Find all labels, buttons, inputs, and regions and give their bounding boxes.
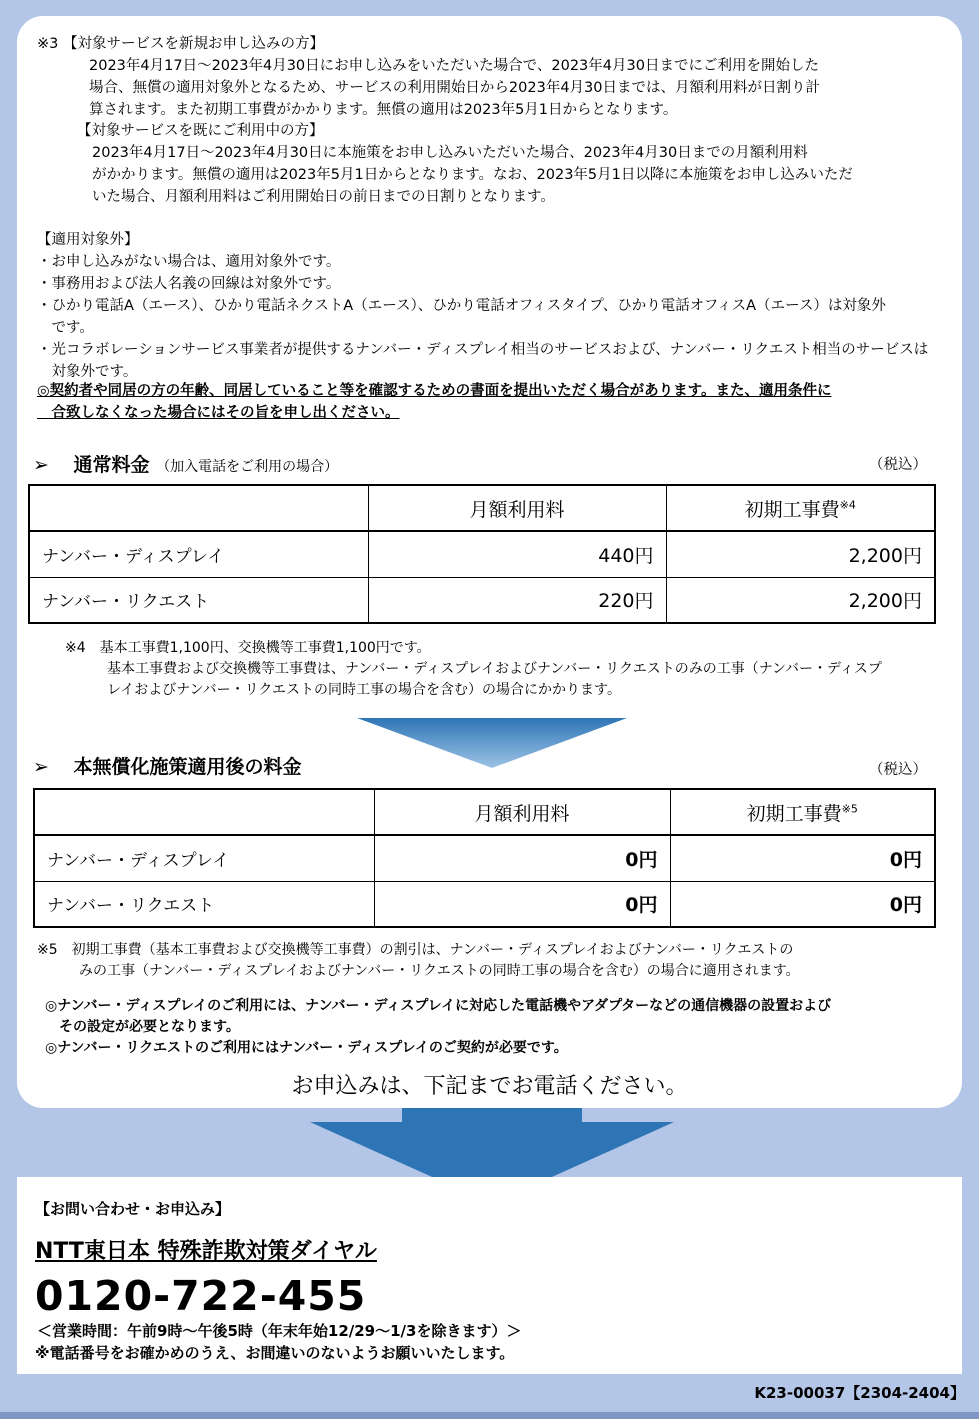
free-fee-table	[33, 788, 936, 928]
header-initial-mark: ※4	[839, 498, 856, 512]
table-row	[29, 531, 935, 577]
service-name: ナンバー・リクエスト	[29, 577, 368, 623]
business-hours: ＜営業時間：午前9時～午後5時（年末年始12/29～1/3を除きます）＞	[37, 1322, 522, 1340]
down-arrow-icon	[357, 718, 627, 768]
exclusion-item: ・光コラボレーションサービス事業者が提供するナンバー・ディスプレイ相当のサービスおよび、ナンバー・リクエスト相当のサービスは	[37, 342, 929, 358]
header-initial-label: 初期工事費	[746, 802, 842, 825]
initial-fee: 0円	[670, 881, 935, 927]
table-row	[34, 881, 935, 927]
free-fee-tax-label: （税込）	[869, 762, 927, 778]
note5-line: ※5 初期工事費（基本工事費および交換機等工事費）の割引は、ナンバー・ディスプレイおよびナンバー・リクエストの	[37, 942, 794, 958]
monthly-fee: 0円	[374, 881, 670, 927]
exclusion-item: 対象外です。	[37, 364, 138, 380]
existing-line: いた場合、月額利用料はご利用開始日の前日までの日割りとなります。	[92, 189, 555, 205]
equipment-note-line: ◎ナンバー・リクエストのご利用にはナンバー・ディスプレイのご契約が必要です。	[45, 1040, 568, 1056]
table-row	[29, 577, 935, 623]
contact-heading: 【お問い合わせ・お申込み】	[35, 1200, 231, 1218]
header-monthly: 月額利用料	[368, 485, 666, 531]
normal-fee-title: 通常料金	[73, 454, 150, 476]
arrow-bullet-icon: ➢	[33, 454, 49, 476]
note5-line: みの工事（ナンバー・ディスプレイおよびナンバー・リクエストの同時工事の場合を含む）の場合に適用されます。	[37, 963, 800, 979]
monthly-fee: 440円	[368, 531, 666, 577]
header-initial	[670, 789, 935, 835]
note4	[65, 638, 882, 701]
exclusions-list	[37, 251, 928, 383]
table-header-row	[29, 485, 935, 531]
contact-name: NTT東日本 特殊詐欺対策ダイヤル	[35, 1239, 377, 1264]
header-blank	[34, 789, 374, 835]
normal-fee-table	[28, 484, 936, 624]
call-instruction: お申込みは、下記までお電話ください。	[291, 1074, 688, 1099]
equipment-note-line: その設定が必要となります。	[45, 1019, 240, 1035]
phone-number[interactable]: 0120-722-455	[35, 1272, 367, 1320]
monthly-fee: 220円	[368, 577, 666, 623]
equipment-note-line: ◎ナンバー・ディスプレイのご利用には、ナンバー・ディスプレイに対応した電話機やアダプターなどの通信機器の設置および	[45, 998, 832, 1014]
header-initial-mark: ※5	[841, 802, 858, 816]
header-blank	[29, 485, 368, 531]
note3-line: 算されます。また初期工事費がかかります。無償の適用は2023年5月1日からとなります。	[89, 102, 678, 118]
note3-line: 2023年4月17日～2023年4月30日にお申し込みをいただいた場合で、2023年4月30日までにご利用を開始した	[89, 58, 819, 74]
note3-line: 場合、無償の適用対象外となるため、サービスの利用開始日から2023年4月30日までは、月額利用料が日割り計	[89, 80, 820, 96]
note4-line: ※4 基本工事費1,100円、交換機等工事費1,100円です。	[65, 640, 431, 656]
header-initial	[666, 485, 935, 531]
table-header-row	[34, 789, 935, 835]
bottom-bar	[0, 1412, 979, 1419]
existing-line: 2023年4月17日～2023年4月30日に本施策をお申し込みいただいた場合、2023年4月30日までの月額利用料	[92, 145, 808, 161]
existing-heading: 【対象サービスを既にご利用中の方】	[77, 123, 324, 139]
initial-fee: 2,200円	[666, 577, 935, 623]
exclusion-item: ・お申し込みがない場合は、適用対象外です。	[37, 254, 341, 270]
normal-fee-subtitle: （加入電話をご利用の場合）	[156, 459, 339, 475]
exclusion-item: ・事務用および法人名義の回線は対象外です。	[37, 276, 341, 292]
free-fee-title: 本無償化施策適用後の料金	[73, 756, 302, 778]
normal-fee-heading	[33, 452, 338, 480]
confirm-note: ※電話番号をお確かめのうえ、お間違いのないようお願いいたします。	[35, 1344, 515, 1362]
warning-line: 合致しなくなった場合にはその旨を申し出ください。	[37, 405, 400, 421]
free-fee-heading	[33, 754, 302, 780]
existing-line: がかかります。無償の適用は2023年5月1日からとなります。なお、2023年5月1日以降に本施策をお申し込みいただ	[92, 167, 853, 183]
warning-line: ◎契約者や同居の方の年齢、同居していること等を確認するための書面を提出いただく場合があります。また、適用条件に	[37, 383, 832, 399]
arrow-bullet-icon: ➢	[33, 756, 49, 778]
initial-fee: 2,200円	[666, 531, 935, 577]
service-name: ナンバー・ディスプレイ	[34, 835, 374, 881]
document-code: K23-00037【2304-2404】	[754, 1384, 965, 1402]
note5	[37, 940, 800, 982]
note3-heading: ※3 【対象サービスを新規お申し込みの方】	[37, 36, 324, 52]
exclusions-heading: 【適用対象外】	[37, 232, 139, 248]
existing-body	[92, 142, 853, 208]
service-name: ナンバー・リクエスト	[34, 881, 374, 927]
header-initial-label: 初期工事費	[744, 498, 840, 521]
header-monthly: 月額利用料	[374, 789, 670, 835]
exclusion-item: ・ひかり電話A（エース）、ひかり電話ネクストA（エース）、ひかり電話オフィスタイプ、ひかり電話オフィスA（エース）は対象外	[37, 298, 886, 314]
note4-line: レイおよびナンバー・リクエストの同時工事の場合を含む）の場合にかかります。	[65, 682, 621, 698]
normal-fee-tax-label: （税込）	[869, 457, 927, 473]
contact-box	[17, 1177, 962, 1374]
initial-fee: 0円	[670, 835, 935, 881]
equipment-notes	[45, 996, 831, 1059]
main-card	[17, 16, 962, 1108]
note3-body	[89, 55, 820, 121]
exclusions-warning	[37, 380, 832, 424]
table-row	[34, 835, 935, 881]
exclusion-item: です。	[37, 320, 94, 336]
monthly-fee: 0円	[374, 835, 670, 881]
service-name: ナンバー・ディスプレイ	[29, 531, 368, 577]
note4-line: 基本工事費および交換機等工事費は、ナンバー・ディスプレイおよびナンバー・リクエストのみの工事（ナンバー・ディスプ	[65, 661, 882, 677]
